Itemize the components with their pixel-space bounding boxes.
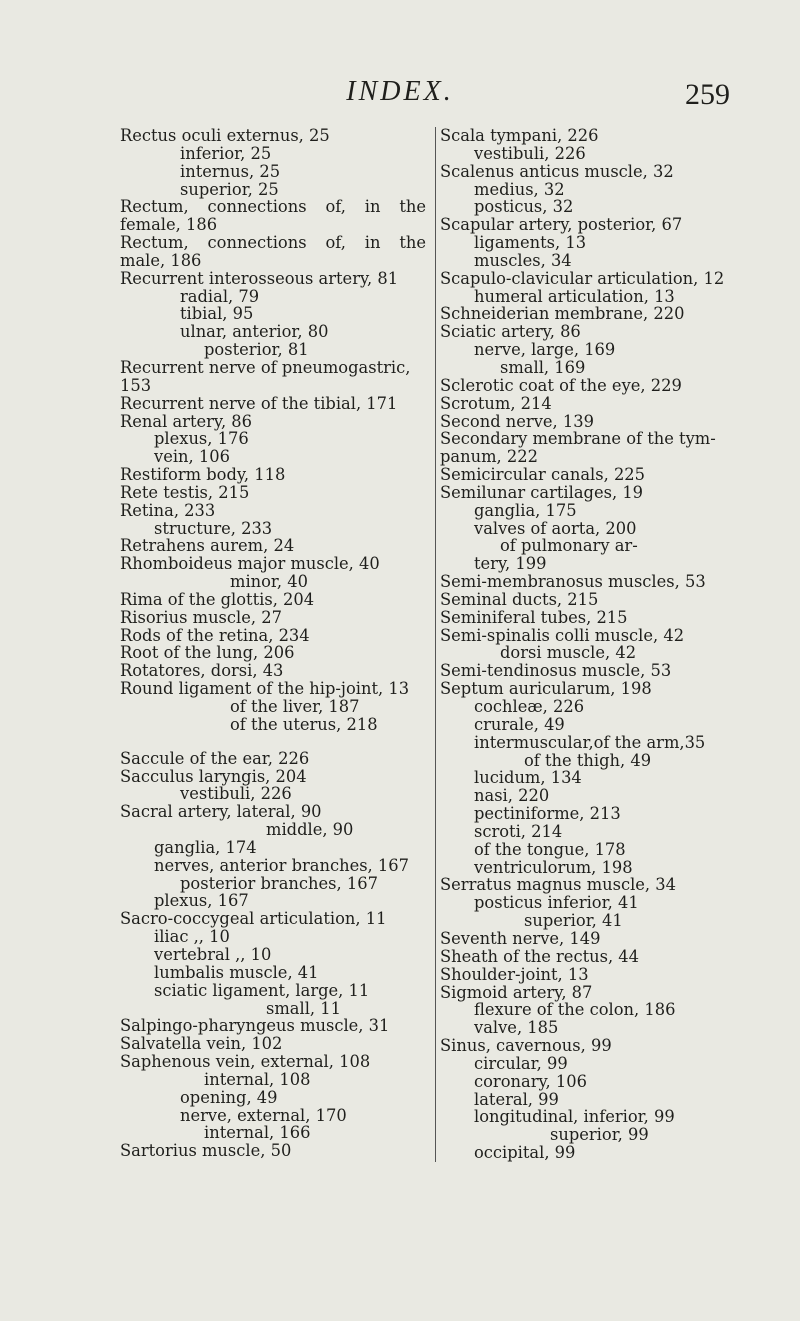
index-entry: Saphenous vein, external, 108 [120,1052,371,1072]
index-entry: posterior branches, 167 [180,873,378,893]
index-entry: Sacral artery, lateral, 90 [120,802,322,822]
index-entry: female, 186 [120,215,218,235]
index-entry: ganglia, 174 [154,837,257,857]
index-entry: Rods of the retina, 234 [120,625,310,645]
index-entry: Salpingo-pharyngeus muscle, 31 [120,1016,390,1036]
index-entry: crurale, 49 [474,714,565,734]
index-column-left [120,127,426,1160]
index-entry: humeral articulation, 13 [474,286,675,306]
index-entry: superior, 25 [180,179,279,199]
index-entry: Retrahens aurem, 24 [120,536,295,556]
index-entry: medius, 32 [474,179,565,199]
index-entry: posterior, 81 [204,340,309,360]
index-entry: Root of the lung, 206 [120,643,295,663]
index-entry: male, 186 [120,250,202,270]
index-entry: of the thigh, 49 [524,750,652,770]
index-entry: intermuscular,of the arm,35 [474,732,706,752]
index-entry: Septum auricularum, 198 [440,679,652,699]
index-entry: posticus, 32 [474,197,574,217]
index-entry: Rectum, connections of, in the [120,197,426,217]
index-entry: Second nerve, 139 [440,411,594,431]
index-entry: cochleæ, 226 [474,697,585,716]
index-entry: tery, 199 [474,554,547,574]
index-entry: of the uterus, 218 [230,714,378,734]
index-entry: small, 11 [266,998,341,1018]
index-entry: Sacro-coccygeal articulation, 11 [120,909,387,929]
index-entry: Recurrent nerve of pneumogastric, [120,357,411,377]
index-entry: Rectus oculi externus, 25 [120,126,330,145]
index-entry: Semi-spinalis colli muscle, 42 [440,625,685,645]
index-entry: internus, 25 [180,161,281,181]
page-number: 259 [685,78,730,111]
index-entry: sciatic ligament, large, 11 [154,980,370,1000]
index-entry: 153 [120,375,152,395]
index-entry: Round ligament of the hip-joint, 13 [120,679,410,699]
index-entry: coronary, 106 [474,1071,587,1091]
index-entry: Rotatores, dorsi, 43 [120,661,284,681]
index-entry: radial, 79 [180,286,260,306]
index-entry: ventriculorum, 198 [474,857,633,877]
index-entry: lateral, 99 [474,1089,559,1109]
index-entry: structure, 233 [154,518,273,538]
index-entry: inferior, 25 [180,143,272,163]
index-entry: tibial, 95 [180,304,254,324]
index-entry: Scrotum, 214 [440,393,552,413]
index-entry: lucidum, 134 [474,768,582,788]
index-entry: opening, 49 [180,1087,278,1107]
index-entry: minor, 40 [230,572,308,592]
index-entry: of the liver, 187 [230,697,360,716]
index-entry: Recurrent interosseous artery, 81 [120,268,399,288]
index-entry: superior, 99 [550,1125,649,1145]
index-entry: vestibuli, 226 [180,784,292,804]
index-entry: of pulmonary ar- [500,536,638,556]
index-entry: panum, 222 [440,447,538,467]
index-entry: internal, 108 [204,1069,311,1089]
index-entry: Semicircular canals, 225 [440,465,646,485]
index-entry: middle, 90 [266,820,354,840]
index-entry: vestibuli, 226 [474,143,586,163]
letter-gap [120,734,426,750]
index-entry: ganglia, 175 [474,500,577,520]
index-entry: Sclerotic coat of the eye, 229 [440,375,682,395]
index-entry: Scapular artery, posterior, 67 [440,215,683,235]
index-entry: longitudinal, inferior, 99 [474,1107,675,1127]
index-entry: ligaments, 13 [474,233,587,253]
index-entry: internal, 166 [204,1123,311,1143]
index-entry: Rhomboideus major muscle, 40 [120,554,380,574]
index-entry: Risorius muscle, 27 [120,607,282,627]
index-entry: Rete testis, 215 [120,482,250,502]
running-head [0,76,800,116]
index-entry: Saccule of the ear, 226 [120,748,310,768]
index-entry: vertebral ,, 10 [154,944,272,964]
index-entry: small, 169 [500,357,586,377]
index-entry: plexus, 176 [154,429,249,449]
index-entry: Sartorius muscle, 50 [120,1141,292,1161]
index-entry: dorsi muscle, 42 [500,643,637,663]
index-entry: plexus, 167 [154,891,249,911]
index-entry: of the tongue, 178 [474,839,626,859]
index-entry: Sinus, cavernous, 99 [440,1036,612,1056]
index-entry: Recurrent nerve of the tibial, 171 [120,393,398,413]
index-entry: Scapulo-clavicular articulation, 12 [440,268,725,288]
index-entry: nasi, 220 [474,786,550,806]
index-entry: Serratus magnus muscle, 34 [440,875,676,895]
index-entry: Rectum, connections of, in the [120,233,426,253]
index-entry: Sheath of the rectus, 44 [440,946,640,966]
index-column-right [435,127,770,1162]
index-entry: Seventh nerve, 149 [440,928,601,948]
index-entry: Sigmoid artery, 87 [440,982,593,1002]
index-entry: Semi-membranosus muscles, 53 [440,572,706,592]
index-entry: Retina, 233 [120,500,216,520]
index-entry: Rima of the glottis, 204 [120,589,315,609]
index-entry: valve, 185 [474,1018,559,1038]
index-entry: Scala tympani, 226 [440,126,599,145]
index-entry: Semi-tendinosus muscle, 53 [440,661,672,681]
index-entry: Restiform body, 118 [120,465,286,485]
index-entry: muscles, 34 [474,250,572,270]
index-entry: occipital, 99 [474,1143,576,1163]
index-entry: Scalenus anticus muscle, 32 [440,161,674,181]
running-title: INDEX. [346,76,454,107]
index-entry: nerve, external, 170 [180,1105,347,1125]
index-entry: Schneiderian membrane, 220 [440,304,685,324]
index-entry: Sciatic artery, 86 [440,322,581,342]
index-entry: Secondary membrane of the tym- [440,429,716,449]
index-entry: Sacculus laryngis, 204 [120,766,307,786]
index-entry: nerves, anterior branches, 167 [154,855,409,875]
index-entry: ulnar, anterior, 80 [180,322,329,342]
index-entry: circular, 99 [474,1053,568,1073]
index-entry: pectiniforme, 213 [474,804,621,824]
index-entry: Seminal ducts, 215 [440,589,599,609]
index-entry: Renal artery, 86 [120,411,253,431]
index-entry: iliac ,, 10 [154,927,230,947]
index-entry: lumbalis muscle, 41 [154,962,319,982]
index-entry: scroti, 214 [474,821,563,841]
index-entry: valves of aorta, 200 [474,518,637,538]
index-entry: superior, 41 [524,911,623,931]
index-entry: Shoulder-joint, 13 [440,964,589,984]
index-entry: vein, 106 [154,447,230,467]
index-entry: Semilunar cartilages, 19 [440,482,644,502]
index-entry: nerve, large, 169 [474,340,616,360]
index-entry: posticus inferior, 41 [474,893,639,913]
index-entry: Salvatella vein, 102 [120,1034,283,1054]
index-entry: Seminiferal tubes, 215 [440,607,628,627]
index-entry: flexure of the colon, 186 [474,1000,676,1020]
